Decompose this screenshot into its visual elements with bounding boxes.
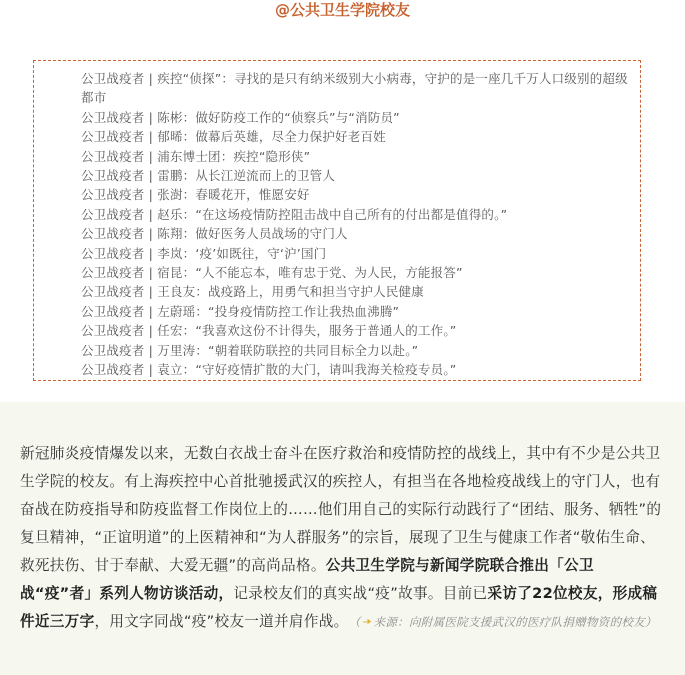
intro-section <box>0 402 685 675</box>
section-title-text: 公共卫生学院校友 <box>289 1 410 19</box>
article-link[interactable]: 公卫战疫者 | 李岚：‘疫’如既往，守‘沪’国门 <box>81 245 327 261</box>
intro-paragraph <box>20 440 665 636</box>
article-link[interactable]: 公卫战疫者 | 万里涛：“朝着联防联控的共同目标全力以赴。” <box>81 342 419 358</box>
intro-text-2: 记录校友们的真实战“疫”故事。目前已 <box>233 585 488 602</box>
caption-text: 来源：向附属医院支援武汉的医疗队捐赠物资的校友） <box>373 615 657 629</box>
caption-paren: （ <box>354 615 361 629</box>
article-link[interactable]: 公卫战疫者 | 袁立：“守好疫情扩散的大门，请叫我海关检疫专员。” <box>81 362 457 378</box>
article-link[interactable]: 公卫战疫者 | 疾控“侦探”：寻找的是只有纳米级别大小病毒，守护的是一座几千万人口级别的超级都市 <box>81 71 628 106</box>
pointing-hand-icon <box>362 616 373 627</box>
article-link[interactable]: 公卫战疫者 | 左蔚瑶：“投身疫情防控工作让我热血沸腾” <box>81 303 400 319</box>
article-link[interactable]: 公卫战疫者 | 雷鹏：从长江逆流而上的卫管人 <box>81 168 336 184</box>
article-list-box <box>33 60 641 381</box>
article-link[interactable]: 公卫战疫者 | 陈翔：做好医务人员战场的守门人 <box>81 226 348 242</box>
image-caption <box>355 615 657 629</box>
article-link[interactable]: 公卫战疫者 | 郁晞：做幕后英雄，尽全力保护好老百姓 <box>81 129 386 145</box>
intro-text-1: 新冠肺炎疫情爆发以来，无数白衣战士奋斗在医疗救治和疫情防控的战线上，其中有不少是公共卫生学院的校友。有上海疾控中心首批驰援武汉的疾控人，有担当在各地检疫战线上的守门人，也有奋战在防疫指导和防疫监督工作岗位上的……他们用自己的实际行动践行了“团结、服务、牺牲”的复旦精神，“正谊明道”的上医精神和“为人群服务”的宗旨，展现了卫生与健康工作者“敬佑生命、救死扶伤、甘于奉献、大爱无疆”的高尚品格。 <box>20 445 662 574</box>
article-list <box>81 69 629 380</box>
intro-text-3: ，用文字同战“疫”校友一道并肩作战。 <box>94 613 349 630</box>
article-link[interactable]: 公卫战疫者 | 王良友：战疫路上，用勇气和担当守护人民健康 <box>81 284 424 300</box>
article-link[interactable]: 公卫战疫者 | 张澍：春暖花开，惟愿安好 <box>81 187 310 203</box>
at-symbol: @ <box>274 1 290 19</box>
intro-bold-2: 采访了22位校友，形成稿件近三万字 <box>20 585 658 630</box>
article-link[interactable]: 公卫战疫者 | 赵乐：“在这场疫情防控阻击战中自己所有的付出都是值得的。” <box>81 206 508 222</box>
intro-bold-1: 公共卫生学院与新闻学院联合推出「公卫战“疫”者」系列人物访谈活动， <box>20 557 594 602</box>
article-link[interactable]: 公卫战疫者 | 宿昆：“人不能忘本，唯有忠于党、为人民，方能报答” <box>81 265 463 281</box>
section-title <box>0 0 685 20</box>
article-link[interactable]: 公卫战疫者 | 任宏：“我喜欢这份不计得失，服务于普通人的工作。” <box>81 323 457 339</box>
article-link[interactable]: 公卫战疫者 | 浦东博士团：疾控“隐形侠” <box>81 148 311 164</box>
article-link[interactable]: 公卫战疫者 | 陈彬：做好防疫工作的“侦察兵”与“消防员” <box>81 109 400 125</box>
